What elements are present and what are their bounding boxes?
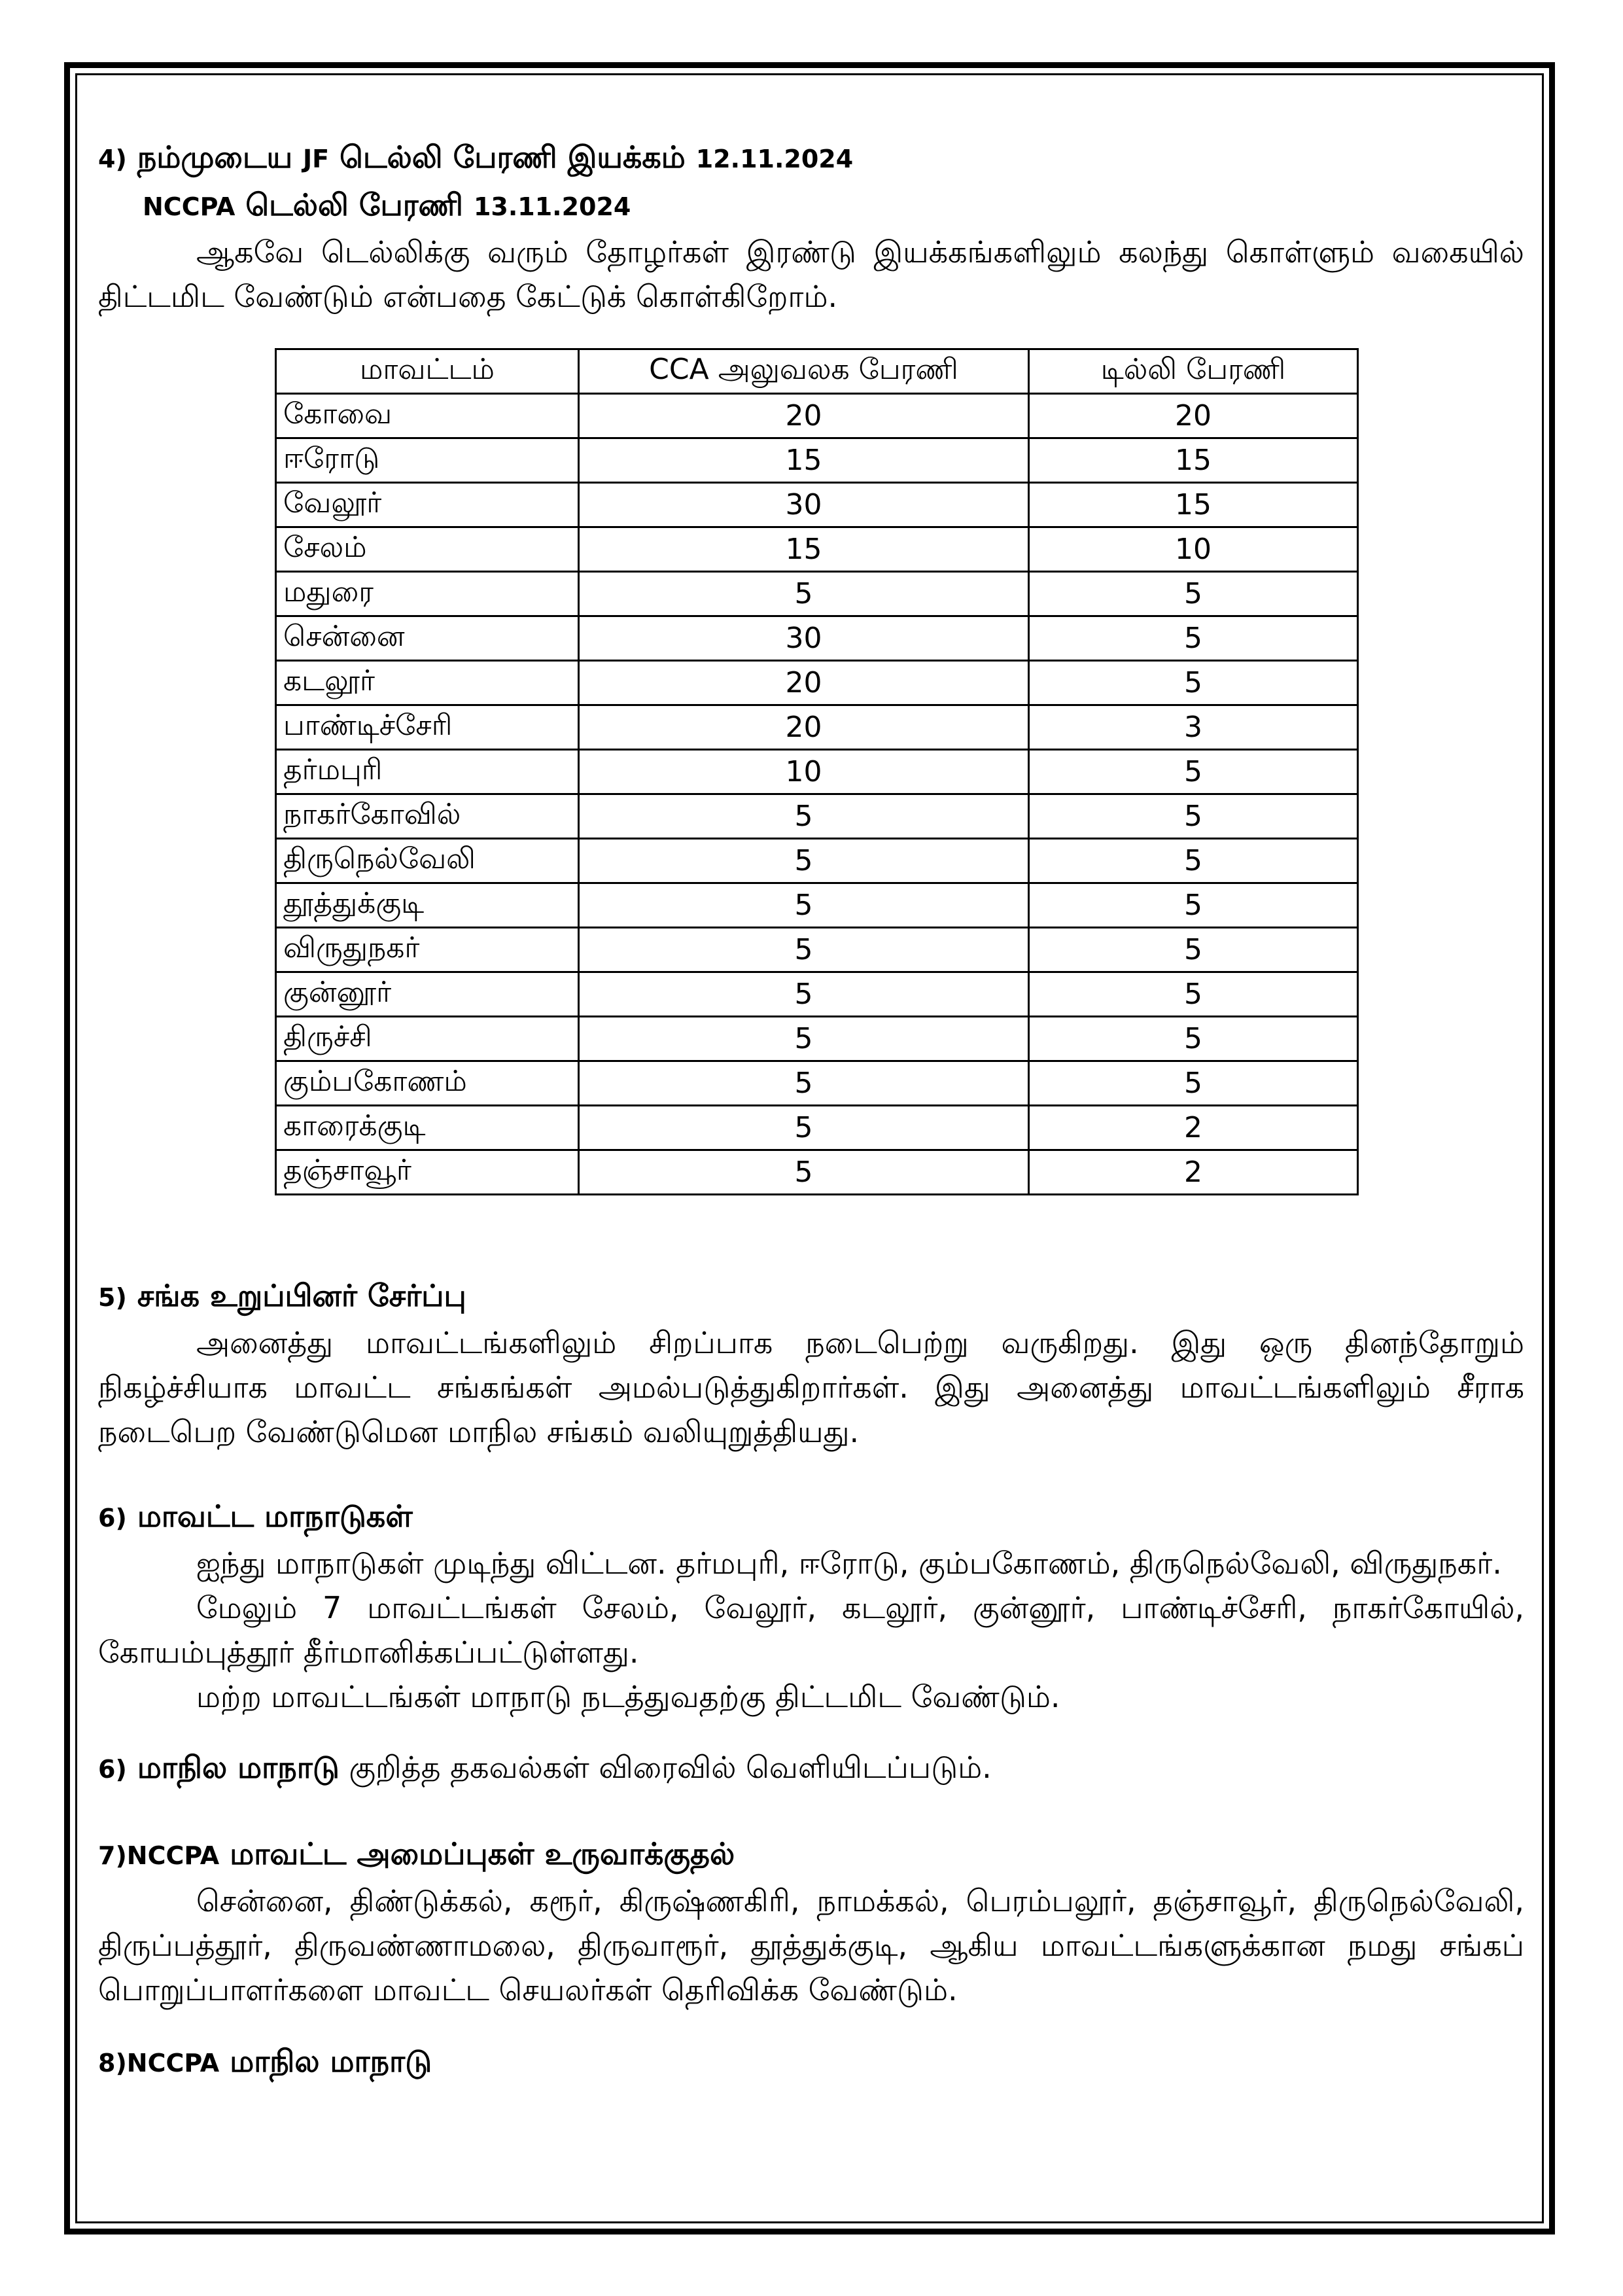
- cell-district: கடலூர்: [276, 661, 579, 705]
- cell-delhi-count: 15: [1029, 438, 1358, 483]
- section-4-heading-line1: 4) நம்முடைய JF டெல்லி பேரணி இயக்கம் 12.11.2024: [98, 139, 854, 175]
- cell-delhi-count: 20: [1029, 394, 1358, 438]
- table-row: [276, 661, 1358, 705]
- section-6b-line: 6) மாநில மாநாடு குறித்த தகவல்கள் விரைவில் வெளியிடப்படும்.: [98, 1750, 992, 1785]
- cell-district: நாகர்கோவில்: [276, 794, 579, 839]
- table-row: [276, 483, 1358, 527]
- cell-cca-count: 30: [579, 483, 1029, 527]
- cell-district: ஈரோடு: [276, 438, 579, 483]
- cell-district: கும்பகோணம்: [276, 1061, 579, 1106]
- cell-cca-count: 5: [579, 794, 1029, 839]
- cell-district: சேலம்: [276, 527, 579, 572]
- table-row: [276, 572, 1358, 616]
- table-header-row: [276, 349, 1358, 394]
- cell-cca-count: 10: [579, 750, 1029, 794]
- table-row: [276, 794, 1358, 839]
- section-6-paragraph-1: ஐந்து மாநாடுகள் முடிந்து விட்டன. தர்மபுரி, ஈரோடு, கும்பகோணம், திருநெல்வேலி, விருதுநகர்.: [196, 1545, 1502, 1581]
- table-body: [276, 394, 1358, 1195]
- section-5-paragraph: அனைத்து மாவட்டங்களிலும் சிறப்பாக நடைபெற்று வருகிறது. இது ஒரு தினந்தோறும் நிகழ்ச்சியாக மாவட்ட சங்கங்கள் அமல்படுத்துகிறார்கள். இது அனைத்து மாவட்டங்களிலும் சீராக நடைபெற வேண்டுமென மாநில சங்கம் வலியுறுத்தியது.: [98, 1325, 1524, 1449]
- cell-district: குன்னூர்: [276, 972, 579, 1017]
- cell-district: காரைக்குடி: [276, 1106, 579, 1150]
- table-row: [276, 438, 1358, 483]
- cell-delhi-count: 10: [1029, 527, 1358, 572]
- section-4: [98, 134, 1524, 319]
- table-row: [276, 616, 1358, 661]
- cell-cca-count: 30: [579, 616, 1029, 661]
- table-row: [276, 928, 1358, 972]
- section-7-heading: 7)NCCPA மாவட்ட அமைப்புகள் உருவாக்குதல்: [98, 1836, 735, 1871]
- table-row: [276, 1150, 1358, 1195]
- cell-district: சென்னை: [276, 616, 579, 661]
- section-7-paragraph: சென்னை, திண்டுக்கல், கரூர், கிருஷ்ணகிரி, நாமக்கல், பெரம்பலூர், தஞ்சாவூர், திருநெல்வேலி, திருப்பத்தூர், திருவண்ணாமலை, திருவாரூர், தூத்துக்குடி, ஆகிய மாவட்டங்களுக்கான நமது சங்கப் பொறுப்பாளர்களை மாவட்ட செயலர்கள் தெரிவிக்க வேண்டும்.: [98, 1883, 1524, 2007]
- cell-delhi-count: 5: [1029, 750, 1358, 794]
- section-6-paragraph-2: மேலும் 7 மாவட்டங்கள் சேலம், வேலூர், கடலூர், குன்னூர், பாண்டிச்சேரி, நாகர்கோயில், கோயம்புத்தூர் தீர்மானிக்கப்பட்டுள்ளது.: [98, 1590, 1524, 1670]
- cell-cca-count: 15: [579, 527, 1029, 572]
- cell-district: திருநெல்வேலி: [276, 839, 579, 883]
- table-row: [276, 972, 1358, 1017]
- table-row: [276, 883, 1358, 928]
- cell-district: வேலூர்: [276, 483, 579, 527]
- table-row: [276, 839, 1358, 883]
- section-6-heading: 6) மாவட்ட மாநாடுகள்: [98, 1498, 413, 1534]
- cell-district: தஞ்சாவூர்: [276, 1150, 579, 1195]
- cell-delhi-count: 5: [1029, 972, 1358, 1017]
- cell-delhi-count: 5: [1029, 1017, 1358, 1061]
- section-5-heading: 5) சங்க உறுப்பினர் சேர்ப்பு: [98, 1278, 466, 1313]
- section-4-paragraph: ஆகவே டெல்லிக்கு வரும் தோழர்கள் இரண்டு இயக்கங்களிலும் கலந்து கொள்ளும் வகையில் திட்டமிட வேண்டும் என்பதை கேட்டுக் கொள்கிறோம்.: [98, 234, 1524, 314]
- cell-district: பாண்டிச்சேரி: [276, 705, 579, 750]
- cell-delhi-count: 2: [1029, 1150, 1358, 1195]
- cell-district: தூத்துக்குடி: [276, 883, 579, 928]
- cell-cca-count: 5: [579, 1061, 1029, 1106]
- table-row: [276, 394, 1358, 438]
- section-8-heading: 8)NCCPA மாநில மாநாடு: [98, 2043, 432, 2079]
- cell-delhi-count: 15: [1029, 483, 1358, 527]
- header-district: மாவட்டம்: [276, 349, 579, 394]
- cell-cca-count: 15: [579, 438, 1029, 483]
- cell-delhi-count: 5: [1029, 839, 1358, 883]
- cell-delhi-count: 5: [1029, 1061, 1358, 1106]
- cell-district: விருதுநகர்: [276, 928, 579, 972]
- cell-cca-count: 20: [579, 705, 1029, 750]
- cell-cca-count: 5: [579, 883, 1029, 928]
- cell-delhi-count: 5: [1029, 794, 1358, 839]
- cell-delhi-count: 5: [1029, 883, 1358, 928]
- cell-delhi-count: 5: [1029, 928, 1358, 972]
- section-4-heading-line2: NCCPA டெல்லி பேரணி 13.11.2024: [143, 187, 631, 222]
- cell-cca-count: 5: [579, 572, 1029, 616]
- cell-district: மதுரை: [276, 572, 579, 616]
- cell-cca-count: 5: [579, 1017, 1029, 1061]
- table-row: [276, 1061, 1358, 1106]
- cell-delhi-count: 5: [1029, 661, 1358, 705]
- cell-cca-count: 5: [579, 1150, 1029, 1195]
- cell-cca-count: 5: [579, 928, 1029, 972]
- cell-cca-count: 5: [579, 972, 1029, 1017]
- table-row: [276, 527, 1358, 572]
- cell-delhi-count: 5: [1029, 616, 1358, 661]
- cell-district: தர்மபுரி: [276, 750, 579, 794]
- district-rally-table: [275, 348, 1359, 1195]
- cell-cca-count: 20: [579, 661, 1029, 705]
- header-delhi-rally: டில்லி பேரணி: [1029, 349, 1358, 394]
- cell-cca-count: 5: [579, 839, 1029, 883]
- cell-cca-count: 5: [579, 1106, 1029, 1150]
- table-row: [276, 1106, 1358, 1150]
- cell-cca-count: 20: [579, 394, 1029, 438]
- table-row: [276, 750, 1358, 794]
- cell-delhi-count: 3: [1029, 705, 1358, 750]
- cell-district: கோவை: [276, 394, 579, 438]
- cell-district: திருச்சி: [276, 1017, 579, 1061]
- cell-delhi-count: 2: [1029, 1106, 1358, 1150]
- table-row: [276, 705, 1358, 750]
- table-row: [276, 1017, 1358, 1061]
- section-6-paragraph-3: மற்ற மாவட்டங்கள் மாநாடு நடத்துவதற்கு திட்டமிட வேண்டும்.: [196, 1679, 1060, 1714]
- sections-5-8: [98, 1273, 1524, 2086]
- header-cca-rally: CCA அலுவலக பேரணி: [579, 349, 1029, 394]
- cell-delhi-count: 5: [1029, 572, 1358, 616]
